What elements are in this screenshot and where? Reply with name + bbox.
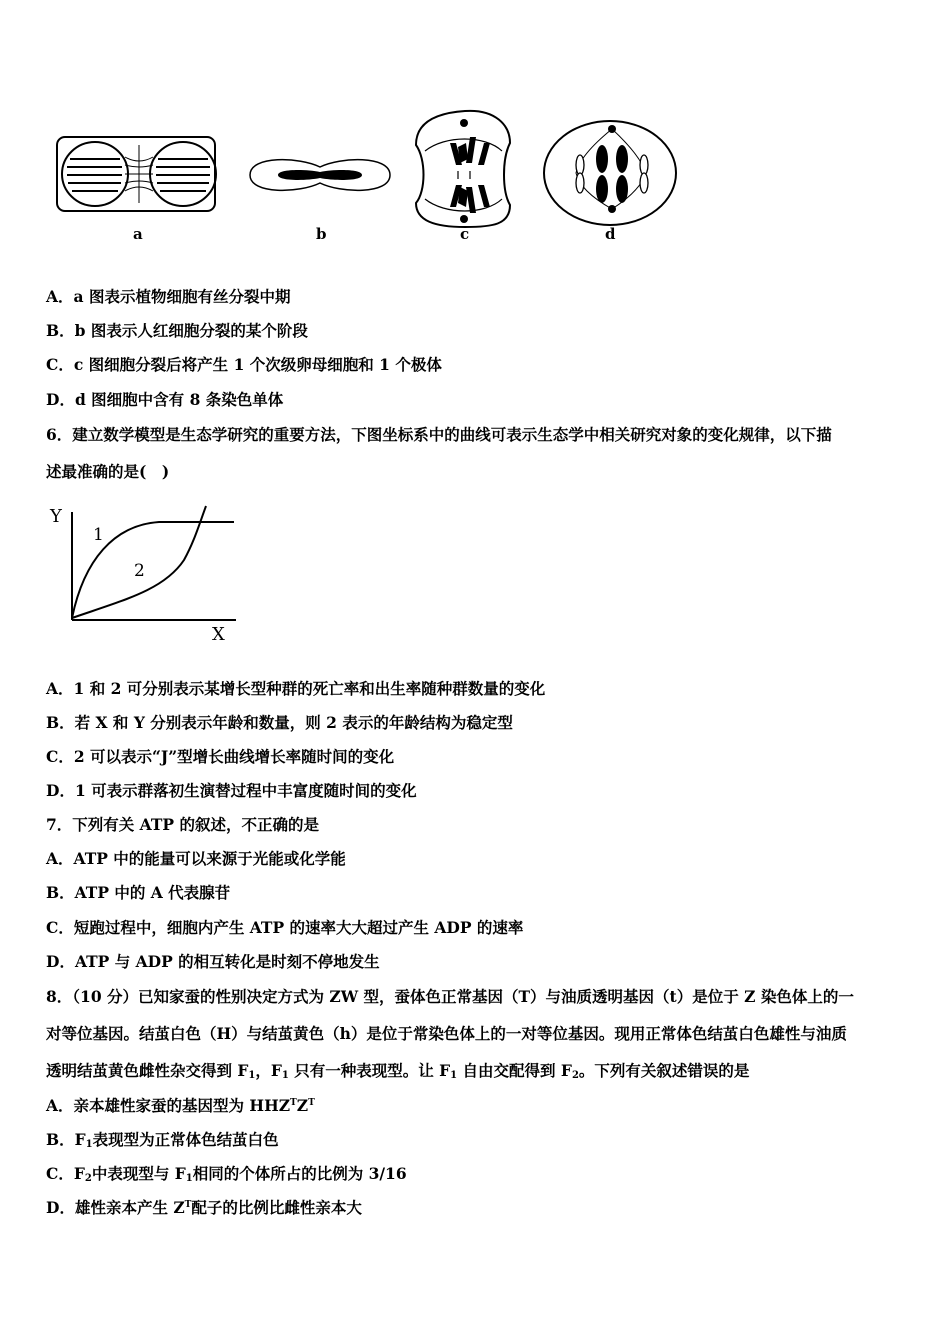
q7-option-c: C．短跑过程中，细胞内产生 ATP 的速率大大超过产生 ADP 的速率 — [46, 918, 524, 937]
q6-option-c: C．2 可以表示“J”型增长曲线增长率随时间的变化 — [46, 747, 395, 766]
q8-stem-line3: 透明结茧黄色雌性杂交得到 $F_1$，$F_1$ 只有一种表现型。让 $F_1$ 自由交配得到 $F_2$。下列有关叙述错误的是 — [46, 1061, 750, 1081]
cell-d — [544, 121, 676, 225]
cell-c-label: c — [460, 225, 470, 243]
cell-d-label: d — [605, 225, 616, 243]
q7-stem: 7．下列有关 ATP 的叙述，不正确的是 — [46, 815, 319, 834]
q6-option-a: A．1 和 2 可分别表示某增长型种群的死亡率和出生率随种群数量的变化 — [46, 679, 546, 698]
cell-a — [57, 137, 216, 211]
cell-b-label: b — [316, 225, 327, 243]
x-axis-label: X — [212, 624, 225, 645]
q6-curve-graph — [44, 500, 244, 648]
cell-b — [250, 160, 390, 191]
q8-option-b: B．$F_1$表现型为正常体色结茧白色 — [46, 1130, 279, 1150]
q8-stem-line1: 8．（10 分）已知家蚕的性别决定方式为 ZW 型，蚕体色正常基因（T）与油质透明基因（t）是位于 Z 染色体上的一 — [46, 987, 854, 1006]
q5-option-b: B．b 图表示人红细胞分裂的某个阶段 — [46, 321, 308, 340]
q6-option-d: D．1 可表示群落初生演替过程中丰富度随时间的变化 — [46, 781, 417, 800]
q8-option-c: C．$F_2$中表现型与 $F_1$相同的个体所占的比例为 3/16 — [46, 1164, 407, 1184]
q6-stem-line2: 述最准确的是( ) — [46, 462, 170, 481]
q8-option-d: D．雄性亲本产生 $Z^T$配子的比例比雌性亲本大 — [46, 1198, 362, 1217]
q5-option-d: D．d 图细胞中含有 8 条染色单体 — [46, 390, 284, 409]
q7-option-d: D．ATP 与 ADP 的相互转化是时刻不停地发生 — [46, 952, 380, 971]
curve-1-label: 1 — [93, 525, 104, 545]
cell-division-figure — [40, 95, 690, 255]
q7-option-b: B．ATP 中的 A 代表腺苷 — [46, 883, 231, 902]
q6-option-b: B．若 X 和 Y 分别表示年龄和数量，则 2 表示的年龄结构为稳定型 — [46, 713, 513, 732]
y-axis-label: Y — [50, 506, 62, 527]
q5-option-c: C．c 图细胞分裂后将产生 1 个次级卵母细胞和 1 个极体 — [46, 355, 442, 374]
q8-option-a: A．亲本雄性家蚕的基因型为 $HHZ^TZ^T$ — [46, 1096, 315, 1115]
curve-2-label: 2 — [134, 561, 145, 581]
cell-a-label: a — [133, 225, 143, 243]
q6-stem-line1: 6．建立数学模型是生态学研究的重要方法，下图坐标系中的曲线可表示生态学中相关研究对象的变化规律，以下描 — [46, 425, 832, 444]
q7-option-a: A．ATP 中的能量可以来源于光能或化学能 — [46, 849, 346, 868]
cell-c — [416, 111, 510, 227]
q5-option-a: A．a 图表示植物细胞有丝分裂中期 — [46, 287, 291, 306]
q8-stem-line2: 对等位基因。结茧白色（H）与结茧黄色（h）是位于常染色体上的一对等位基因。现用正常体色结茧白色雄性与油质 — [46, 1024, 847, 1043]
